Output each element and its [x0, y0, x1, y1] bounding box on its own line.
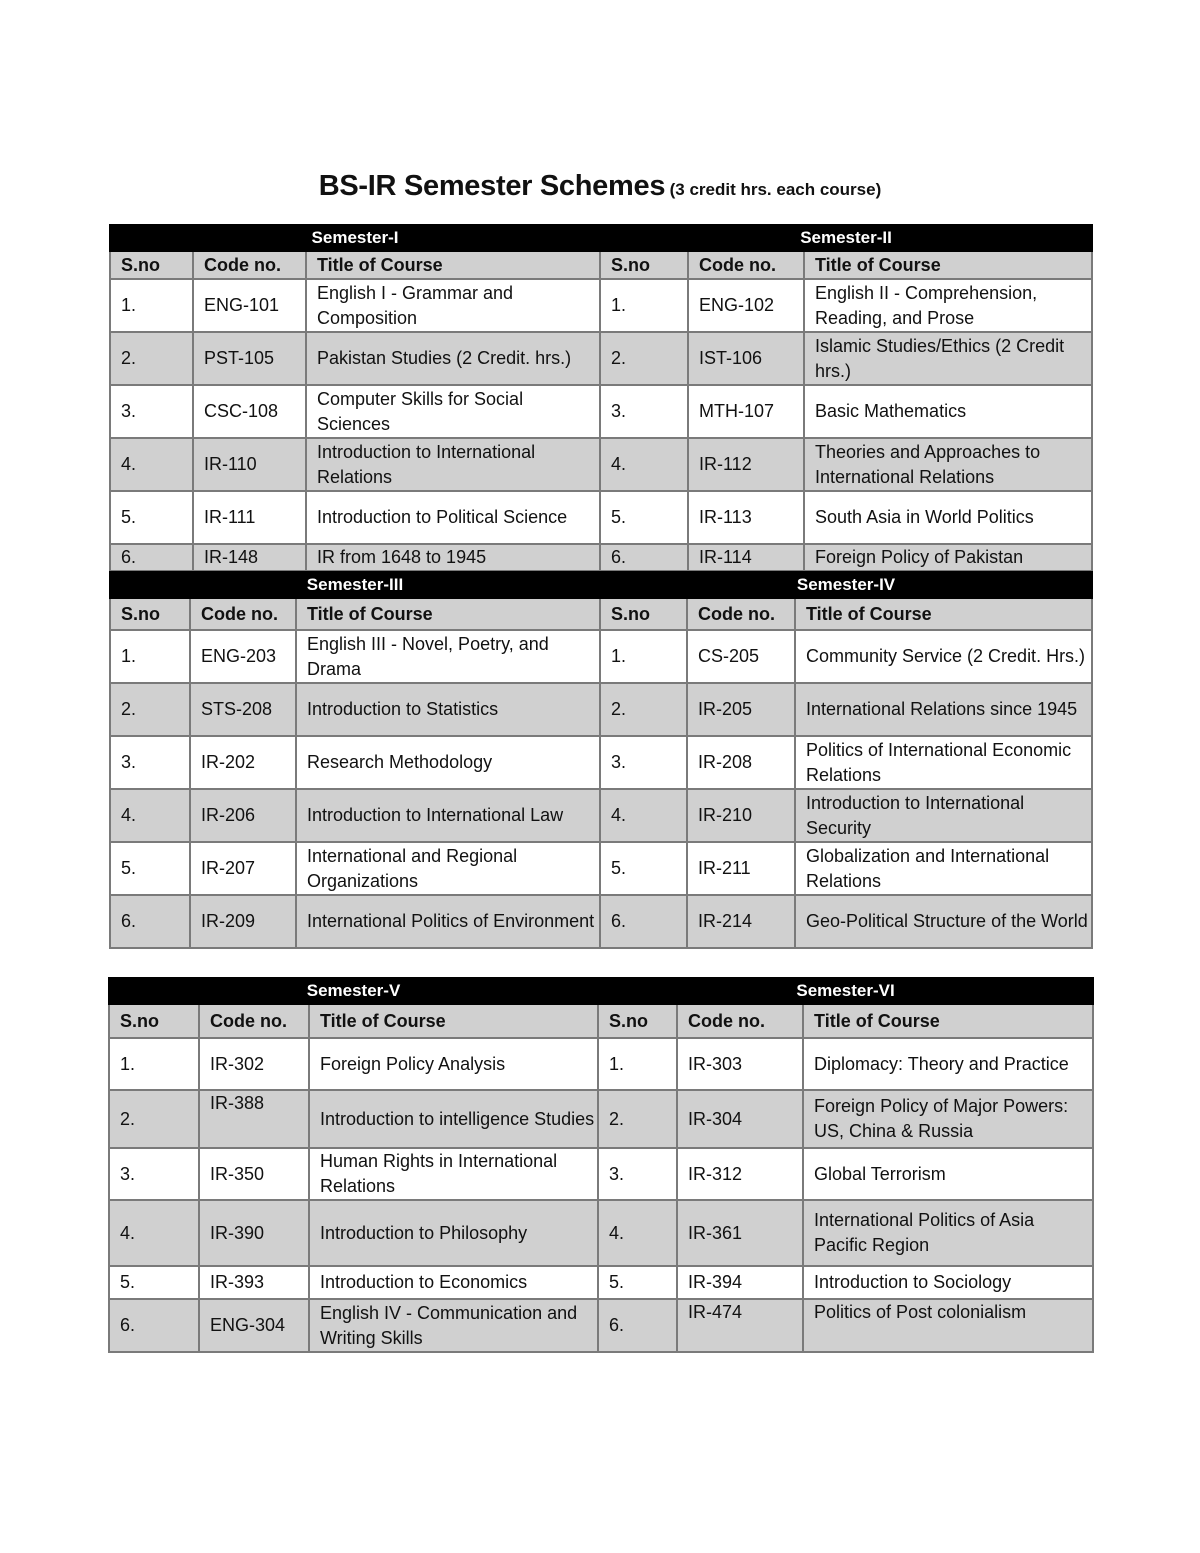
course-title-cell: Pakistan Studies (2 Credit. hrs.)	[306, 332, 600, 385]
code-cell: IR-361	[677, 1200, 803, 1266]
course-title-cell: Foreign Policy Analysis	[309, 1038, 598, 1090]
code-cell: IR-312	[677, 1148, 803, 1200]
table-row	[109, 1299, 1093, 1352]
semester-table-5-6	[108, 977, 1094, 1353]
sno-header: S.no	[600, 598, 687, 630]
title-header: Title of Course	[803, 1004, 1093, 1038]
code-cell: IR-350	[199, 1148, 309, 1200]
table-row	[109, 1090, 1093, 1148]
sno-cell: 2.	[110, 332, 193, 385]
sno-cell: 1.	[600, 630, 687, 683]
course-title-cell: International and Regional Organizations	[296, 842, 600, 895]
sno-cell: 6.	[110, 544, 193, 571]
sno-cell: 5.	[110, 842, 190, 895]
table-row	[110, 789, 1092, 842]
course-title-cell: Geo-Political Structure of the World	[795, 895, 1092, 948]
code-cell: IR-210	[687, 789, 795, 842]
course-title-cell: Introduction to Political Science	[306, 491, 600, 544]
course-title-cell: Introduction to International Security	[795, 789, 1092, 842]
sno-cell: 1.	[598, 1038, 677, 1090]
code-cell: IR-207	[190, 842, 296, 895]
code-cell: IR-113	[688, 491, 804, 544]
column-header-row	[110, 598, 1092, 630]
code-cell: IR-111	[193, 491, 306, 544]
sno-cell: 1.	[110, 279, 193, 332]
title-header: Title of Course	[306, 251, 600, 279]
course-title-cell: International Relations since 1945	[795, 683, 1092, 736]
course-title-cell: Theories and Approaches to International Relations	[804, 438, 1092, 491]
course-title-cell: Politics of Post colonialism	[803, 1299, 1093, 1352]
code-cell: PST-105	[193, 332, 306, 385]
code-cell: CSC-108	[193, 385, 306, 438]
page-title	[0, 170, 1200, 203]
table-row	[110, 385, 1092, 438]
code-header: Code no.	[687, 598, 795, 630]
sno-cell: 2.	[598, 1090, 677, 1148]
course-title-cell: Foreign Policy of Pakistan	[804, 544, 1092, 571]
course-title-cell: Computer Skills for Social Sciences	[306, 385, 600, 438]
course-title-cell: English IV - Communication and Writing Skills	[309, 1299, 598, 1352]
sno-cell: 6.	[110, 895, 190, 948]
code-header: Code no.	[190, 598, 296, 630]
sno-header: S.no	[598, 1004, 677, 1038]
sno-cell: 1.	[600, 279, 688, 332]
sno-cell: 4.	[110, 789, 190, 842]
sno-cell: 6.	[600, 544, 688, 571]
title-main: BS-IR Semester Schemes	[318, 170, 666, 202]
course-title-cell: Global Terrorism	[803, 1148, 1093, 1200]
semester-band-3-4	[110, 572, 1092, 598]
semester-2-heading: Semester-II	[600, 225, 1092, 251]
table-row	[110, 736, 1092, 789]
sno-cell: 5.	[600, 491, 688, 544]
course-title-cell: Foreign Policy of Major Powers: US, China & Russia	[803, 1090, 1093, 1148]
code-header: Code no.	[677, 1004, 803, 1038]
code-cell: IR-474	[677, 1299, 803, 1352]
column-header-row	[110, 251, 1092, 279]
table-row	[109, 1038, 1093, 1090]
course-title-cell: Human Rights in International Relations	[309, 1148, 598, 1200]
course-title-cell: Globalization and International Relations	[795, 842, 1092, 895]
sno-cell: 4.	[110, 438, 193, 491]
code-header: Code no.	[688, 251, 804, 279]
code-cell: IR-206	[190, 789, 296, 842]
table-row	[110, 438, 1092, 491]
sno-cell: 1.	[110, 630, 190, 683]
code-cell: IR-388	[199, 1090, 309, 1148]
sno-cell: 3.	[109, 1148, 199, 1200]
sno-header: S.no	[110, 251, 193, 279]
code-cell: ENG-101	[193, 279, 306, 332]
sno-cell: 3.	[600, 385, 688, 438]
code-cell: CS-205	[687, 630, 795, 683]
semester-5-heading: Semester-V	[109, 978, 598, 1004]
table-row	[110, 683, 1092, 736]
table-row	[110, 279, 1092, 332]
sno-header: S.no	[109, 1004, 199, 1038]
sno-cell: 6.	[598, 1299, 677, 1352]
semester-6-heading: Semester-VI	[598, 978, 1093, 1004]
semester-4-heading: Semester-IV	[600, 572, 1092, 598]
code-cell: IR-205	[687, 683, 795, 736]
sno-header: S.no	[110, 598, 190, 630]
title-header: Title of Course	[795, 598, 1092, 630]
code-cell: IST-106	[688, 332, 804, 385]
sno-cell: 3.	[598, 1148, 677, 1200]
code-cell: IR-209	[190, 895, 296, 948]
course-title-cell: Islamic Studies/Ethics (2 Credit hrs.)	[804, 332, 1092, 385]
code-cell: IR-393	[199, 1266, 309, 1299]
code-cell: IR-303	[677, 1038, 803, 1090]
sno-cell: 5.	[110, 491, 193, 544]
code-cell: MTH-107	[688, 385, 804, 438]
table-row	[110, 491, 1092, 544]
code-cell: ENG-304	[199, 1299, 309, 1352]
code-cell: IR-390	[199, 1200, 309, 1266]
sno-cell: 5.	[600, 842, 687, 895]
course-title-cell: International Politics of Asia Pacific Region	[803, 1200, 1093, 1266]
course-title-cell: English I - Grammar and Composition	[306, 279, 600, 332]
course-title-cell: English II - Comprehension, Reading, and Prose	[804, 279, 1092, 332]
table-row	[110, 332, 1092, 385]
table-row	[110, 842, 1092, 895]
table-row	[109, 1148, 1093, 1200]
course-title-cell: Politics of International Economic Relations	[795, 736, 1092, 789]
code-cell: STS-208	[190, 683, 296, 736]
title-sub: (3 credit hrs. each course)	[669, 180, 882, 199]
sno-cell: 2.	[600, 683, 687, 736]
code-header: Code no.	[193, 251, 306, 279]
title-header: Title of Course	[296, 598, 600, 630]
course-title-cell: South Asia in World Politics	[804, 491, 1092, 544]
sno-cell: 4.	[598, 1200, 677, 1266]
sno-cell: 1.	[109, 1038, 199, 1090]
code-cell: IR-110	[193, 438, 306, 491]
sno-cell: 2.	[110, 683, 190, 736]
sno-cell: 4.	[600, 789, 687, 842]
semester-1-heading: Semester-I	[110, 225, 600, 251]
sno-cell: 4.	[600, 438, 688, 491]
table-row	[110, 895, 1092, 948]
title-header: Title of Course	[309, 1004, 598, 1038]
code-cell: ENG-203	[190, 630, 296, 683]
course-title-cell: Introduction to Economics	[309, 1266, 598, 1299]
sno-cell: 2.	[600, 332, 688, 385]
code-cell: IR-112	[688, 438, 804, 491]
code-cell: IR-208	[687, 736, 795, 789]
code-header: Code no.	[199, 1004, 309, 1038]
course-title-cell: IR from 1648 to 1945	[306, 544, 600, 571]
semester-table-1-4	[109, 224, 1093, 572]
sno-cell: 6.	[109, 1299, 199, 1352]
table-row	[110, 544, 1092, 571]
code-cell: IR-148	[193, 544, 306, 571]
course-title-cell: Introduction to International Relations	[306, 438, 600, 491]
course-title-cell: Introduction to Sociology	[803, 1266, 1093, 1299]
course-title-cell: Basic Mathematics	[804, 385, 1092, 438]
sno-cell: 2.	[109, 1090, 199, 1148]
code-cell: ENG-102	[688, 279, 804, 332]
sno-cell: 3.	[110, 736, 190, 789]
course-title-cell: Community Service (2 Credit. Hrs.)	[795, 630, 1092, 683]
title-header: Title of Course	[804, 251, 1092, 279]
semester-3-heading: Semester-III	[110, 572, 600, 598]
sno-cell: 4.	[109, 1200, 199, 1266]
code-cell: IR-214	[687, 895, 795, 948]
course-title-cell: Research Methodology	[296, 736, 600, 789]
code-cell: IR-202	[190, 736, 296, 789]
table-row	[109, 1266, 1093, 1299]
semester-table-3-4	[109, 571, 1093, 949]
code-cell: IR-211	[687, 842, 795, 895]
course-title-cell: Introduction to intelligence Studies	[309, 1090, 598, 1148]
sno-cell: 5.	[109, 1266, 199, 1299]
sno-cell: 6.	[600, 895, 687, 948]
sno-cell: 3.	[600, 736, 687, 789]
code-cell: IR-304	[677, 1090, 803, 1148]
code-cell: IR-114	[688, 544, 804, 571]
course-title-cell: Introduction to Philosophy	[309, 1200, 598, 1266]
sno-cell: 5.	[598, 1266, 677, 1299]
sno-header: S.no	[600, 251, 688, 279]
semester-band-5-6	[109, 978, 1093, 1004]
course-title-cell: International Politics of Environment	[296, 895, 600, 948]
sno-cell: 3.	[110, 385, 193, 438]
table-row	[109, 1200, 1093, 1266]
column-header-row	[109, 1004, 1093, 1038]
code-cell: IR-302	[199, 1038, 309, 1090]
course-title-cell: Introduction to International Law	[296, 789, 600, 842]
semester-band-1-2	[110, 225, 1092, 251]
course-title-cell: Introduction to Statistics	[296, 683, 600, 736]
code-cell: IR-394	[677, 1266, 803, 1299]
table-row	[110, 630, 1092, 683]
course-title-cell: English III - Novel, Poetry, and Drama	[296, 630, 600, 683]
course-title-cell: Diplomacy: Theory and Practice	[803, 1038, 1093, 1090]
